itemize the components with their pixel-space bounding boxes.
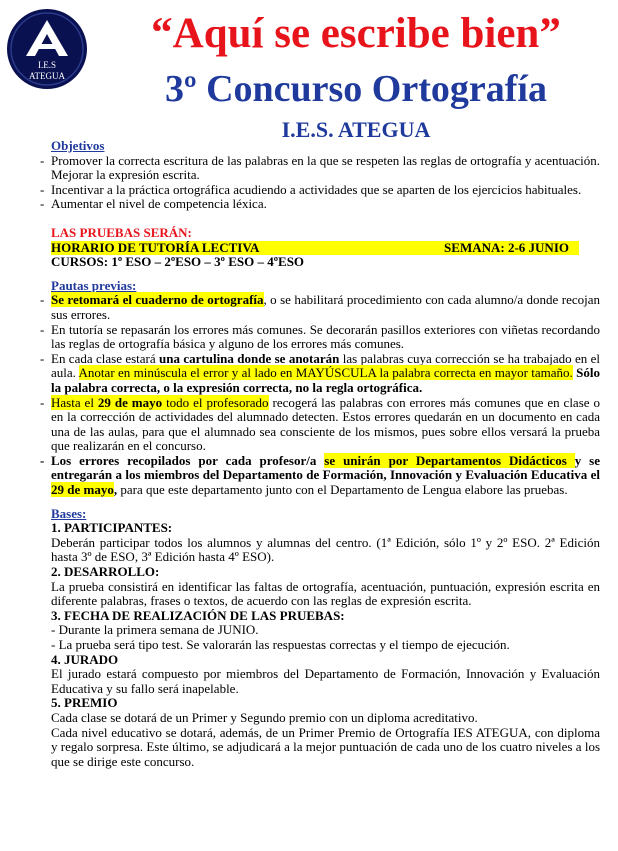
list-item: - Hasta el 29 de mayo todo el profesorado recogerá las palabras con errores más comunes que en clase o en la corrección de actividades del alumnado detecten. Estos errores quedarán en un documento en cada una de las aulas, para que el alumnado sea consciente de los mismos, pues sobre ellos versará la prueba que realizarán en el concurso. bbox=[40, 396, 600, 454]
bases-participantes-text: Deberán participar todos los alumnos y alumnas del centro. (1ª Edición, sólo 1º y 2º ESO. 2ª Edición hasta 3º de ESO, 3ª Edición hasta 4º ESO). bbox=[51, 534, 600, 565]
bases-fecha-item: - La prueba será tipo test. Se valorarán las respuestas correctas y el tiempo de ejecución. bbox=[51, 637, 510, 652]
list-item: - En cada clase estará una cartulina donde se anotarán las palabras cuya corrección se ha trabajado en el aula. Anotar en minúscula el error y al lado en MAYÚSCULA la palabra correcta en mayor tamaño. Sólo la palabra correcta, o la expresión correcta, no la regla ortográfica. bbox=[40, 352, 600, 396]
list-item: - Se retomará el cuaderno de ortografía, o se habilitará procedimiento con cada alumno/a donde recojan sus errores. bbox=[40, 293, 600, 322]
list-item: - En tutoría se repasarán los errores más comunes. Se decorarán pasillos exteriores con viñetas recordando las reglas de ortografía básica y alguno de los errores más comunes. bbox=[40, 323, 600, 352]
bases-premio-heading: 5. PREMIO bbox=[51, 695, 118, 711]
bases-desarrollo-text: La prueba consistirá en identificar las faltas de ortografía, acentuación, puntuación, expresión escrita en diferente palabras, frases o textos, de acuerdo con las reglas de expresión escrita. bbox=[51, 578, 600, 609]
ies-ategua-logo bbox=[6, 8, 88, 90]
list-item: - Aumentar el nivel de competencia léxica. bbox=[40, 197, 600, 212]
objetivos-heading: Objetivos bbox=[51, 138, 105, 153]
bases-section bbox=[51, 521, 600, 769]
bases-jurado-heading: 4. JURADO bbox=[51, 651, 119, 667]
bases-fecha-item: - Durante la primera semana de JUNIO. bbox=[51, 622, 259, 638]
title-slogan: “Aquí se escribe bien” bbox=[151, 10, 561, 57]
list-item: - Incentivar a la práctica ortográfica acudiendo a actividades que se aparten de los ejercicios habituales. bbox=[40, 183, 600, 198]
title-contest: 3º Concurso Ortografía bbox=[165, 68, 547, 110]
bases-heading: Bases: bbox=[51, 505, 87, 521]
pautas-heading: Pautas previas: bbox=[51, 277, 137, 293]
bases-premio-text: Cada clase se dotará de un Primer y Segundo premio con un diploma acreditativo. bbox=[51, 709, 478, 725]
document-body bbox=[40, 139, 600, 769]
list-item: - Promover la correcta escritura de las palabras en la que se respeten las reglas de ortografía y acentuación. Mejorar la expresión escrita. bbox=[40, 154, 600, 183]
logo-line1: I.E.S bbox=[38, 60, 56, 70]
horario-bar bbox=[51, 241, 579, 256]
list-item: - Los errores recopilados por cada profesor/a se unirán por Departamentos Didácticos y se entregarán a los miembros del Departamento de Formación, Innovación y Evaluación Educativa el 29 de mayo, para que este departamento junto con el Departamento de Lengua elabore las pruebas. bbox=[40, 454, 600, 498]
cursos-label: CURSOS: 1º ESO – 2ºESO – 3º ESO – 4ºESO bbox=[51, 254, 305, 270]
bases-premio-text: Cada nivel educativo se dotará, además, de un Primer Premio de Ortografía IES ATEGUA, con diploma y regalo sorpresa. Este último, se adjudicará a la mejor puntuación de cada uno de los cuatro niveles a los que se dirige este concurso. bbox=[51, 724, 600, 769]
semana-label: SEMANA: 2-6 JUNIO bbox=[444, 239, 569, 255]
bases-desarrollo-heading: 2. DESARROLLO: bbox=[51, 564, 160, 580]
bases-fecha-heading: 3. FECHA DE REALIZACIÓN DE LAS PRUEBAS: bbox=[51, 607, 345, 623]
logo-line2: ATEGUA bbox=[29, 71, 65, 81]
objetivos-list bbox=[40, 154, 600, 212]
title-school: I.E.S. ATEGUA bbox=[281, 117, 431, 142]
horario-label: HORARIO DE TUTORÍA LECTIVA bbox=[51, 239, 260, 255]
bases-jurado-text: El jurado estará compuesto por miembros del Departamento de Formación, Innovación y Evaluación Educativa y su fallo será inapelable. bbox=[51, 666, 600, 696]
bases-participantes-heading: 1. PARTICIPANTES: bbox=[51, 520, 173, 536]
pautas-list bbox=[40, 293, 600, 497]
pruebas-heading: LAS PRUEBAS SERÁN: bbox=[51, 224, 192, 240]
